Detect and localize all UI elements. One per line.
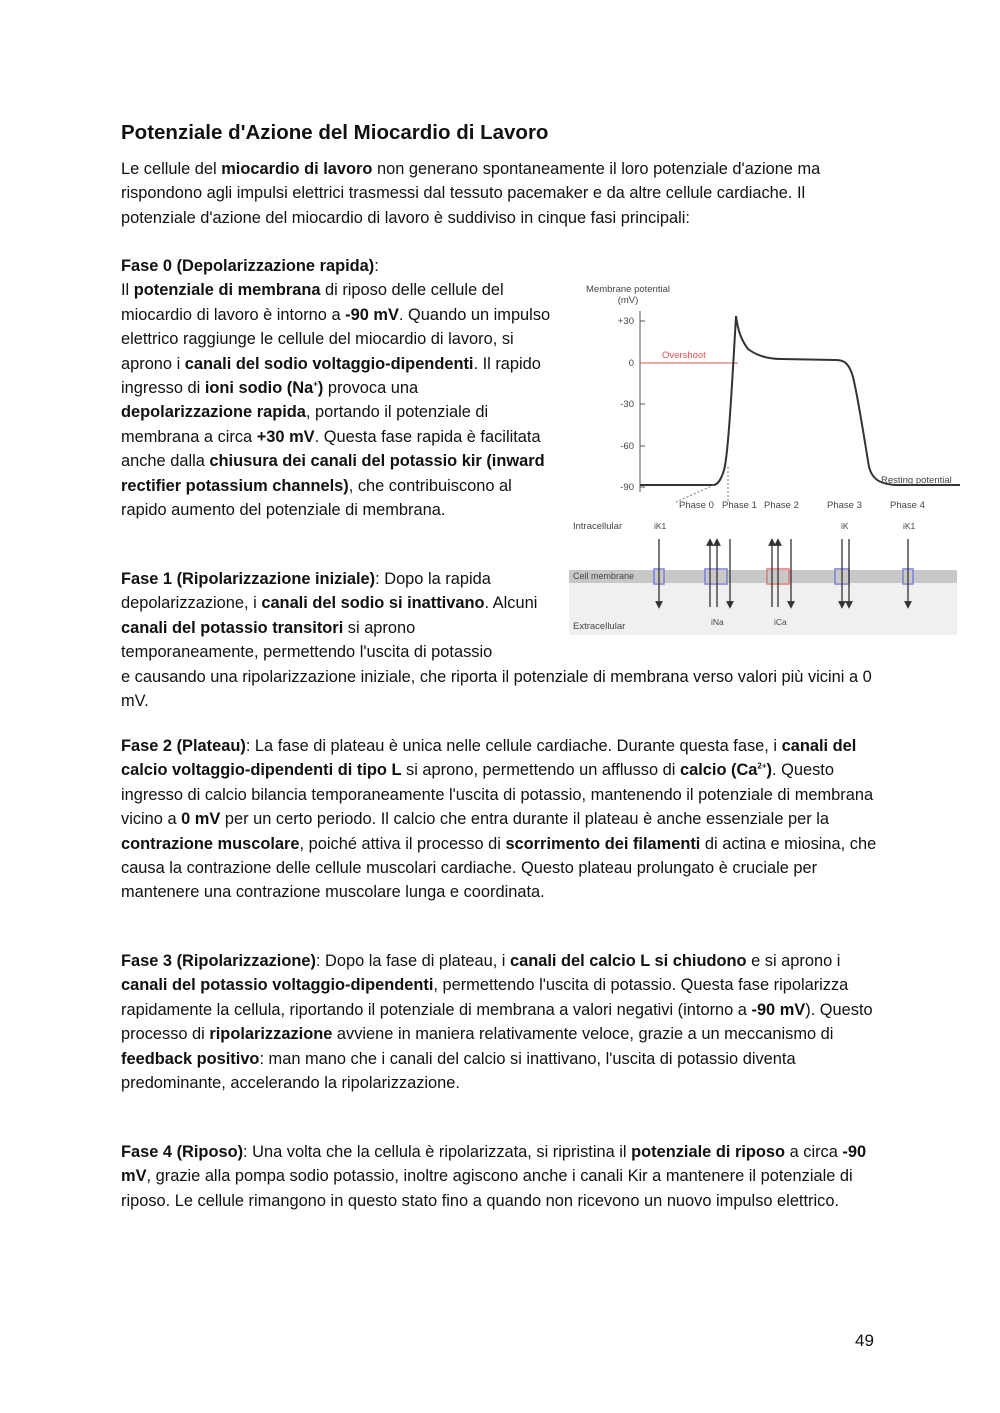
phase2-paragraph: Fase 2 (Plateau): La fase di plateau è unica nelle cellule cardiache. Durante questa fase, i canali del calcio voltaggio-dipendenti di tipo L si aprono, permettendo un afflusso di calcio $(Ca^{2+})$. Questo ingresso di calcio bilancia temporaneamente l'uscita di potassio, mantenendo il potenziale di membrana vicino a 0 mV per un certo periodo. Il calcio che entra durante il plateau è anche essenziale per la contrazione muscolare, poiché attiva il processo di scorrimento dei filamenti di actina e miosina, che causa la contrazione delle cellule muscolari cardiache. Questo plateau prolungato è cruciale per mantenere una contrazione muscolare lunga e coordinata. bbox=[121, 737, 877, 902]
y-axis-unit: (mV) bbox=[617, 295, 639, 306]
current-ica-label: iCa bbox=[774, 617, 787, 627]
phase2-label: Phase 2 bbox=[764, 500, 799, 511]
tick-label-minus30: -30 bbox=[620, 399, 634, 410]
phase4-heading: Fase 4 (Riposo) bbox=[121, 1143, 244, 1161]
extracellular-area bbox=[569, 583, 957, 635]
tick-label-minus90: -90 bbox=[620, 482, 634, 493]
current-ina-label: iNa bbox=[711, 617, 724, 627]
current-ik1-right-label: iK1 bbox=[903, 521, 916, 531]
action-potential-curve bbox=[640, 316, 960, 485]
phase3-label: Phase 3 bbox=[827, 500, 862, 511]
current-ik-label: iK bbox=[841, 521, 849, 531]
resting-potential-label: Resting potential bbox=[881, 475, 952, 486]
phase0-paragraph: Fase 0 (Depolarizzazione rapida): Il potenziale di membrana di riposo delle cellule del miocardio di lavoro è intorno a -90 mV. Quando un impulso elettrico raggiunge le cellule del miocardio di lavoro, si aprono i canali del sodio voltaggio-dipendenti. Il rapido ingresso di ioni sodio (Na+) provoca una depolarizzazione rapida, portando il potenziale di membrana a circa +30 mV. Questa fase rapida è facilitata anche dalla chiusura dei canali del potassio kir (inward rectifier potassium channels), che contribuiscono al rapido aumento del potenziale di membrana. bbox=[121, 257, 551, 520]
extracellular-label: Extracellular bbox=[573, 621, 626, 632]
phase1-heading: Fase 1 (Ripolarizzazione iniziale) bbox=[121, 570, 376, 588]
phase3-paragraph: Fase 3 (Ripolarizzazione): Dopo la fase di plateau, i canali del calcio L si chiudono e si aprono i canali del potassio voltaggio-dipendenti, permettendo l'uscita di potassio. Questa fase ripolarizza rapidamente la cellula, riportando il potenziale di membrana a valori negativi (intorno a -90 mV). Questo processo di ripolarizzazione avviene in maniera relativamente veloce, grazie a un meccanismo di feedback positivo: man mano che i canali del calcio si inattivano, l'uscita di potassio diventa predominante, accelerando la ripolarizzazione. bbox=[121, 952, 873, 1093]
phase4-paragraph: Fase 4 (Riposo): Una volta che la cellula è ripolarizzata, si ripristina il potenziale di riposo a circa -90 mV, grazie alla pompa sodio potassio, inoltre agiscono anche i canali Kir a mantenere il potenziale di riposo. Le cellule rimangono in questo stato fino a quando non ricevono un nuovo impulso elettrico. bbox=[121, 1143, 867, 1210]
overshoot-label: Overshoot bbox=[662, 350, 706, 361]
page-number: 49 bbox=[855, 1331, 874, 1350]
current-ik1-left-label: iK1 bbox=[654, 521, 667, 531]
phase0-label: Phase 0 bbox=[679, 500, 714, 511]
phase3-heading: Fase 3 (Ripolarizzazione) bbox=[121, 952, 316, 970]
cell-membrane-label: Cell membrane bbox=[573, 571, 635, 581]
intracellular-label: Intracellular bbox=[573, 521, 623, 532]
phase1-paragraph: Fase 1 (Ripolarizzazione iniziale): Dopo la rapida depolarizzazione, i canali del sodio si inattivano. Alcuni canali del potassio transitori si aprono temporaneamente, permettendo l'uscita di potassio bbox=[121, 570, 538, 662]
phase1-continuation: e causando una ripolarizzazione iniziale, che riporta il potenziale di membrana verso valori più vicini a 0 mV. bbox=[121, 668, 872, 711]
phase2-heading: Fase 2 (Plateau) bbox=[121, 737, 246, 755]
tick-label-plus30: +30 bbox=[617, 316, 634, 327]
phase0-heading: Fase 0 (Depolarizzazione rapida) bbox=[121, 257, 375, 275]
y-axis-label: Membrane potential bbox=[586, 284, 670, 295]
tick-label-minus60: -60 bbox=[620, 441, 634, 452]
phase4-label: Phase 4 bbox=[890, 500, 925, 511]
action-potential-figure bbox=[566, 277, 960, 639]
tick-label-0: 0 bbox=[628, 358, 634, 369]
page-title: Potenziale d'Azione del Miocardio di Lavoro bbox=[121, 121, 549, 144]
intro-paragraph: Le cellule del miocardio di lavoro non generano spontaneamente il loro potenziale d'azione ma rispondono agli impulsi elettrici trasmessi dal tessuto pacemaker e da altre cellule cardiache. Il potenziale d'azione del miocardio di lavoro è suddiviso in cinque fasi principali: bbox=[121, 160, 821, 227]
phase1-label: Phase 1 bbox=[722, 500, 757, 511]
